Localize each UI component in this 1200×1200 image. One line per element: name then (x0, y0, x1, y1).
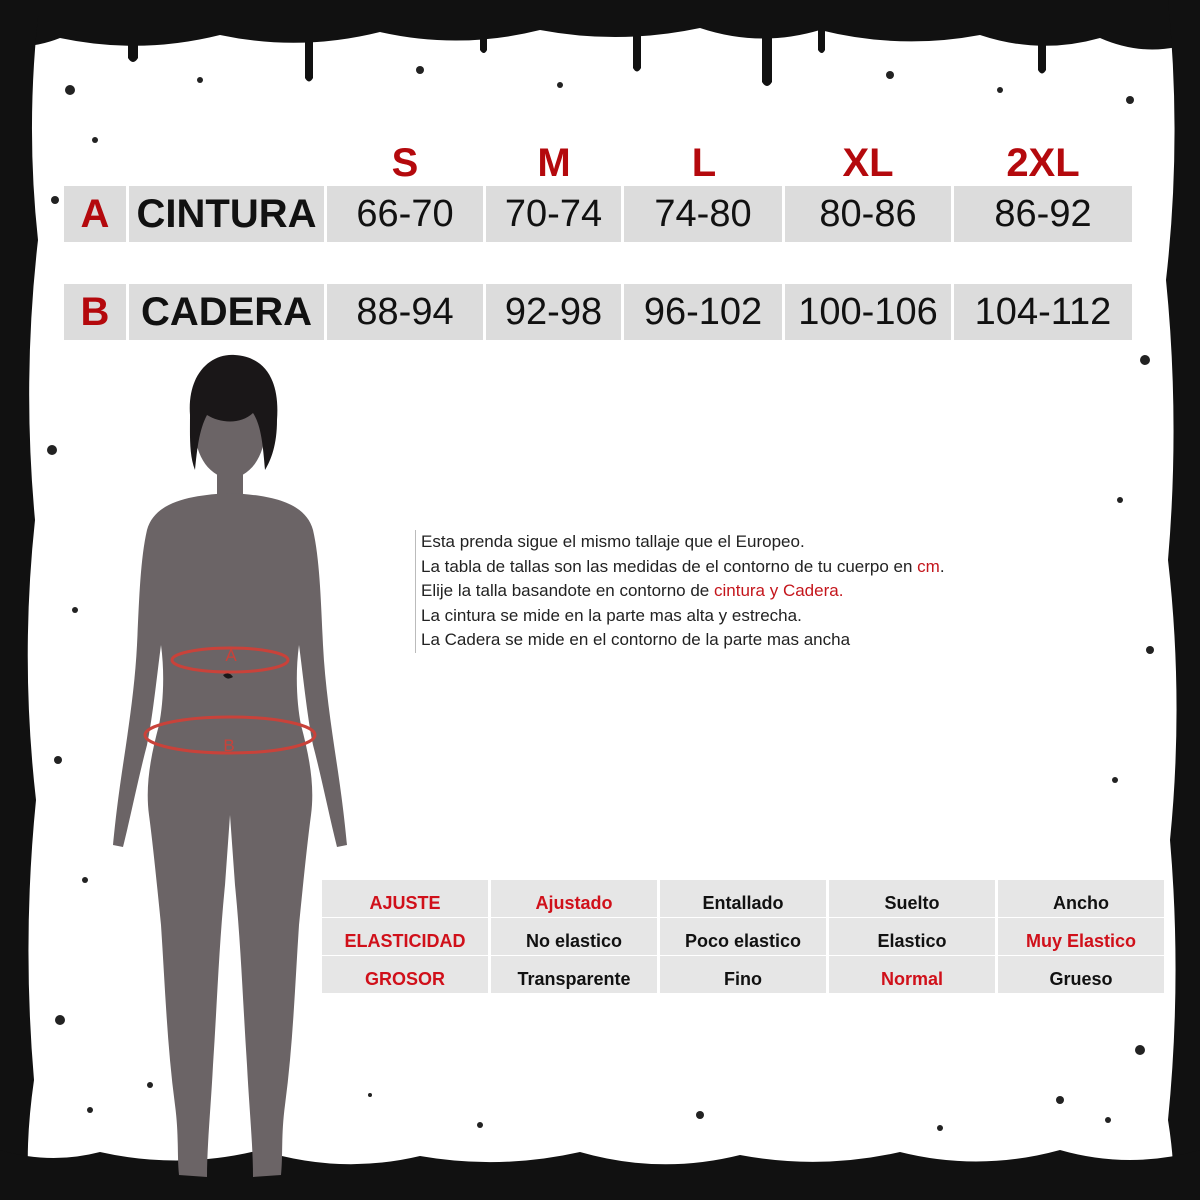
thickness-label: GROSOR (322, 956, 488, 993)
note-line: Elije la talla basandote en contorno de cintura y Cadera. (421, 581, 844, 600)
note-line: Esta prenda sigue el mismo tallaje que el Europeo. (421, 532, 805, 551)
waist-value-xl: 80-86 (785, 186, 951, 242)
fit-label: AJUSTE (322, 880, 488, 917)
elasticity-option: Elastico (829, 918, 995, 955)
hip-row (64, 284, 1134, 340)
waist-row (64, 186, 1134, 242)
sizing-notes (415, 530, 1055, 653)
hip-label: CADERA (129, 284, 324, 340)
size-header-s: S (391, 141, 419, 185)
waist-marker-label: A (225, 646, 237, 665)
hip-value-s: 88-94 (327, 284, 483, 340)
fit-row (322, 880, 1167, 917)
note-line: La cintura se mide en la parte mas alta y estrecha. (421, 605, 802, 625)
hip-value-m: 92-98 (486, 284, 621, 340)
silhouette-body (113, 382, 347, 1177)
hip-letter: B (64, 284, 126, 340)
size-header-l: L (691, 141, 717, 185)
size-header-xl: XL (842, 141, 894, 185)
elasticity-label: ELASTICIDAD (322, 918, 488, 955)
size-header-m: M (537, 141, 571, 185)
hip-marker-label: B (223, 736, 235, 755)
elasticity-option: No elastico (491, 918, 657, 955)
thickness-option: Fino (660, 956, 826, 993)
fit-option: Ancho (998, 880, 1164, 917)
fabric-properties-table (322, 880, 1167, 994)
note-line: La tabla de tallas son las medidas de el contorno de tu cuerpo en cm. (421, 556, 945, 576)
size-header-2xl: 2XL (1006, 141, 1080, 185)
elasticity-option: Poco elastico (660, 918, 826, 955)
thickness-option: Normal (829, 956, 995, 993)
thickness-row (322, 956, 1167, 993)
hip-value-xl: 100-106 (785, 284, 951, 340)
fit-option: Ajustado (491, 880, 657, 917)
elasticity-row (322, 918, 1167, 955)
waist-letter: A (64, 186, 126, 242)
hip-value-l: 96-102 (624, 284, 782, 340)
waist-value-2xl: 86-92 (954, 186, 1132, 242)
hip-value-2xl: 104-112 (954, 284, 1132, 340)
fit-option: Suelto (829, 880, 995, 917)
waist-label: CINTURA (129, 186, 324, 242)
body-silhouette (95, 345, 365, 1195)
waist-value-l: 74-80 (624, 186, 782, 242)
thickness-option: Grueso (998, 956, 1164, 993)
waist-value-s: 66-70 (327, 186, 483, 242)
elasticity-option: Muy Elastico (998, 918, 1164, 955)
note-line: La Cadera se mide en el contorno de la parte mas ancha (421, 630, 851, 649)
waist-value-m: 70-74 (486, 186, 621, 242)
thickness-option: Transparente (491, 956, 657, 993)
fit-option: Entallado (660, 880, 826, 917)
